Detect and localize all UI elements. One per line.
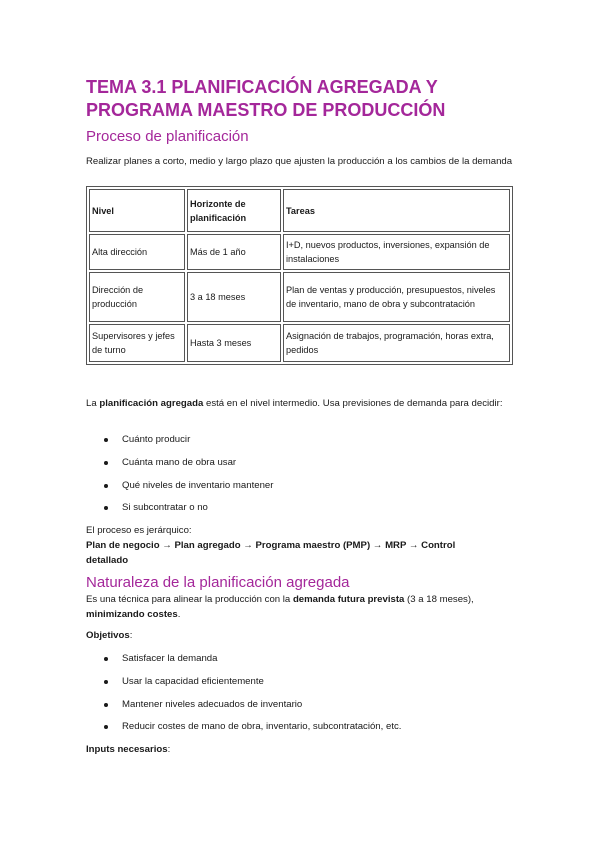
page-title: TEMA 3.1 PLANIFICACIÓN AGREGADA Y PROGRAMA MAESTRO DE PRODUCCIÓN [86, 77, 446, 120]
bullet-icon [104, 657, 108, 661]
bold-term: planificación agregada [99, 398, 204, 409]
inputs-label: Inputs necesarios: [86, 744, 171, 755]
bullet-icon [104, 725, 108, 729]
bullet-icon [104, 484, 108, 488]
table-row [89, 234, 510, 270]
list-item: Mantener niveles adecuados de inventario [100, 697, 401, 720]
table-row [89, 324, 510, 362]
bullet-icon [104, 703, 108, 707]
table-cell: Dirección de producción [89, 272, 185, 322]
bullet-icon [104, 461, 108, 465]
decisions-list [100, 432, 273, 523]
bullet-icon [104, 438, 108, 442]
bullet-icon [104, 680, 108, 684]
table-cell: Alta dirección [89, 234, 185, 270]
table-row [89, 272, 510, 322]
table-header-cell: Tareas [283, 189, 510, 232]
list-item: Cuánta mano de obra usar [100, 455, 273, 478]
objectives-label: Objetivos: [86, 630, 133, 641]
table-cell: 3 a 18 meses [187, 272, 281, 322]
table-cell: Hasta 3 meses [187, 324, 281, 362]
table-header-cell: Nivel [89, 189, 185, 232]
technique-paragraph: Es una técnica para alinear la producción con la demanda futura prevista (3 a 18 meses), minimizando costes. [86, 594, 474, 620]
list-item: Cuánto producir [100, 432, 273, 455]
table-header-row [89, 189, 510, 232]
planning-levels-table [86, 186, 513, 365]
list-item: Qué niveles de inventario mantener [100, 478, 273, 501]
table-cell: Asignación de trabajos, programación, horas extra, pedidos [283, 324, 510, 362]
section-heading-naturaleza: Naturaleza de la planificación agregada [86, 574, 350, 591]
hierarchy-chain: Plan de negocio → Plan agregado → Programa maestro (PMP) → MRP → Control detallado [86, 540, 456, 566]
bullet-icon [104, 506, 108, 510]
list-item: Si subcontratar o no [100, 500, 273, 523]
table-cell: Más de 1 año [187, 234, 281, 270]
objectives-list [100, 651, 401, 742]
list-item: Reducir costes de mano de obra, inventario, subcontratación, etc. [100, 719, 401, 742]
table-cell: Plan de ventas y producción, presupuestos, niveles de inventario, mano de obra y subcontratación [283, 272, 510, 322]
aggregate-planning-paragraph: La planificación agregada está en el nivel intermedio. Usa previsiones de demanda para decidir: [86, 398, 503, 409]
intro-paragraph: Realizar planes a corto, medio y largo plazo que ajusten la producción a los cambios de la demanda [86, 156, 513, 167]
hierarchy-intro: El proceso es jerárquico: [86, 525, 192, 536]
table-header-cell: Horizonte de planificación [187, 189, 281, 232]
table-cell: Supervisores y jefes de turno [89, 324, 185, 362]
section-heading-proceso: Proceso de planificación [86, 128, 249, 145]
table-cell: I+D, nuevos productos, inversiones, expansión de instalaciones [283, 234, 510, 270]
list-item: Satisfacer la demanda [100, 651, 401, 674]
list-item: Usar la capacidad eficientemente [100, 674, 401, 697]
